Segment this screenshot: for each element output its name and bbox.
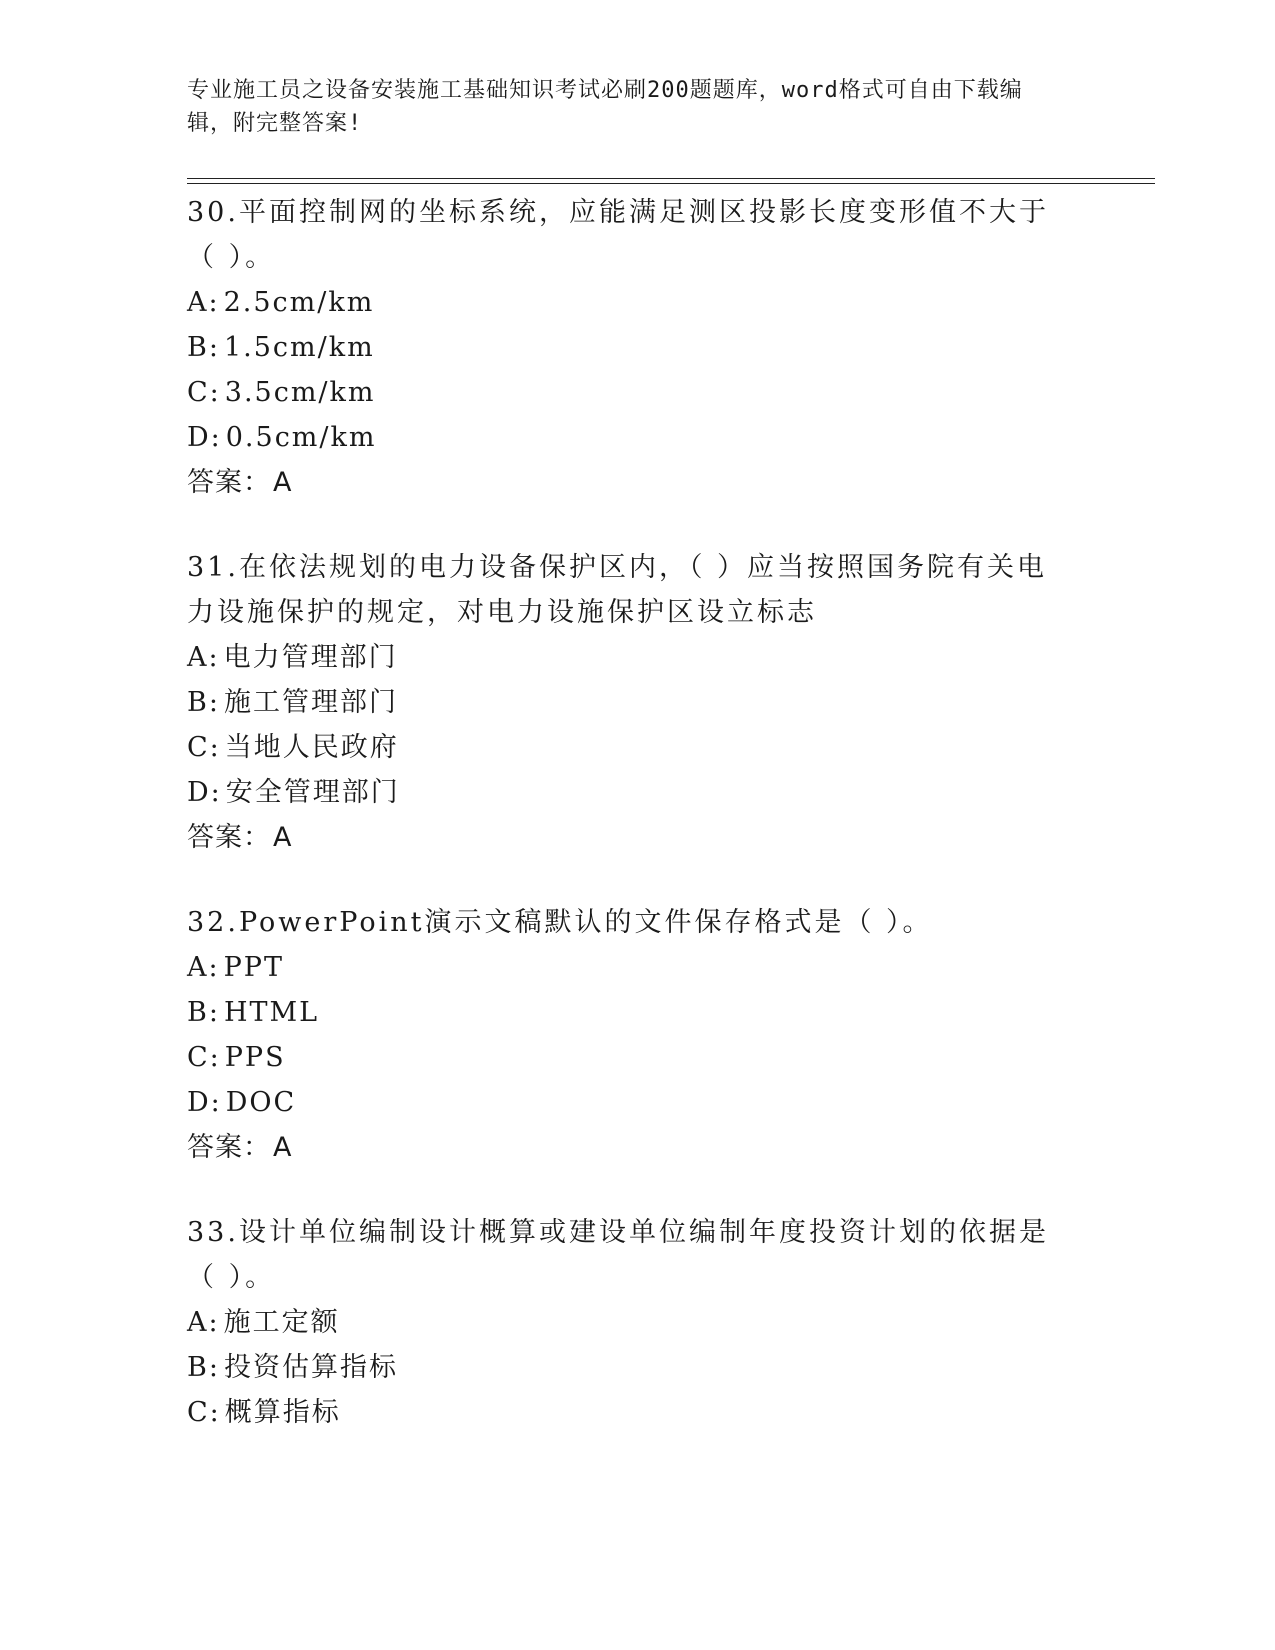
option-letter: B: xyxy=(187,1352,220,1383)
option-b xyxy=(187,680,1087,725)
question-30 xyxy=(187,190,1087,505)
option-d xyxy=(187,1080,1087,1125)
answer-line xyxy=(187,1125,1087,1170)
answer-value: A xyxy=(273,1132,293,1163)
answer-label: 答案： xyxy=(187,1132,271,1163)
header-divider-bottom xyxy=(187,183,1155,184)
option-letter: B: xyxy=(187,997,220,1028)
option-text: 安全管理部门 xyxy=(225,777,400,808)
option-a xyxy=(187,1300,1087,1345)
option-text: 电力管理部门 xyxy=(223,642,398,673)
option-text: DOC xyxy=(225,1087,297,1118)
question-text: 30.平面控制网的坐标系统，应能满足测区投影长度变形值不大于（ ）。 xyxy=(187,197,1049,273)
option-text: 2.5cm/km xyxy=(223,287,375,318)
option-text: 1.5cm/km xyxy=(223,332,375,363)
option-letter: A: xyxy=(187,1307,220,1338)
option-letter: C: xyxy=(187,1042,221,1073)
option-a xyxy=(187,635,1087,680)
option-letter: C: xyxy=(187,1397,221,1428)
question-32 xyxy=(187,900,1087,1170)
option-text: 3.5cm/km xyxy=(224,377,376,408)
option-letter: B: xyxy=(187,687,220,718)
answer-line xyxy=(187,460,1087,505)
option-c xyxy=(187,1390,1087,1435)
option-letter: D: xyxy=(187,1087,222,1118)
option-c xyxy=(187,1035,1087,1080)
option-letter: C: xyxy=(187,377,221,408)
question-31 xyxy=(187,545,1087,860)
option-text: PPT xyxy=(223,952,284,983)
option-letter: D: xyxy=(187,422,222,453)
option-letter: A: xyxy=(187,287,220,318)
document-header: 专业施工员之设备安装施工基础知识考试必刷200题题库，word格式可自由下载编辑，附完整答案! xyxy=(187,78,1023,136)
option-a xyxy=(187,280,1087,325)
question-text: 31.在依法规划的电力设备保护区内，（ ）应当按照国务院有关电力设施保护的规定，对电力设施保护区设立标志 xyxy=(187,552,1048,628)
option-text: 概算指标 xyxy=(224,1397,341,1428)
option-text: 投资估算指标 xyxy=(223,1352,398,1383)
option-text: 当地人民政府 xyxy=(224,732,399,763)
option-text: 施工定额 xyxy=(223,1307,340,1338)
answer-label: 答案： xyxy=(187,822,271,853)
option-b xyxy=(187,990,1087,1035)
answer-value: A xyxy=(273,822,293,853)
option-c xyxy=(187,725,1087,770)
option-letter: B: xyxy=(187,332,220,363)
option-text: 0.5cm/km xyxy=(225,422,377,453)
answer-line xyxy=(187,815,1087,860)
option-letter: D: xyxy=(187,777,222,808)
option-b xyxy=(187,325,1087,370)
option-text: 施工管理部门 xyxy=(223,687,398,718)
option-b xyxy=(187,1345,1087,1390)
option-letter: C: xyxy=(187,732,221,763)
header-divider-top xyxy=(187,178,1155,179)
question-33 xyxy=(187,1210,1087,1435)
option-text: HTML xyxy=(223,997,320,1028)
option-a xyxy=(187,945,1087,990)
option-letter: A: xyxy=(187,952,220,983)
question-text: 33.设计单位编制设计概算或建设单位编制年度投资计划的依据是（ ）。 xyxy=(187,1217,1049,1293)
answer-label: 答案： xyxy=(187,467,271,498)
answer-value: A xyxy=(273,467,293,498)
option-letter: A: xyxy=(187,642,220,673)
option-d xyxy=(187,770,1087,815)
option-c xyxy=(187,370,1087,415)
option-text: PPS xyxy=(224,1042,286,1073)
question-list xyxy=(187,190,1087,1475)
option-d xyxy=(187,415,1087,460)
question-text: 32.PowerPoint演示文稿默认的文件保存格式是（ ）。 xyxy=(187,907,933,938)
